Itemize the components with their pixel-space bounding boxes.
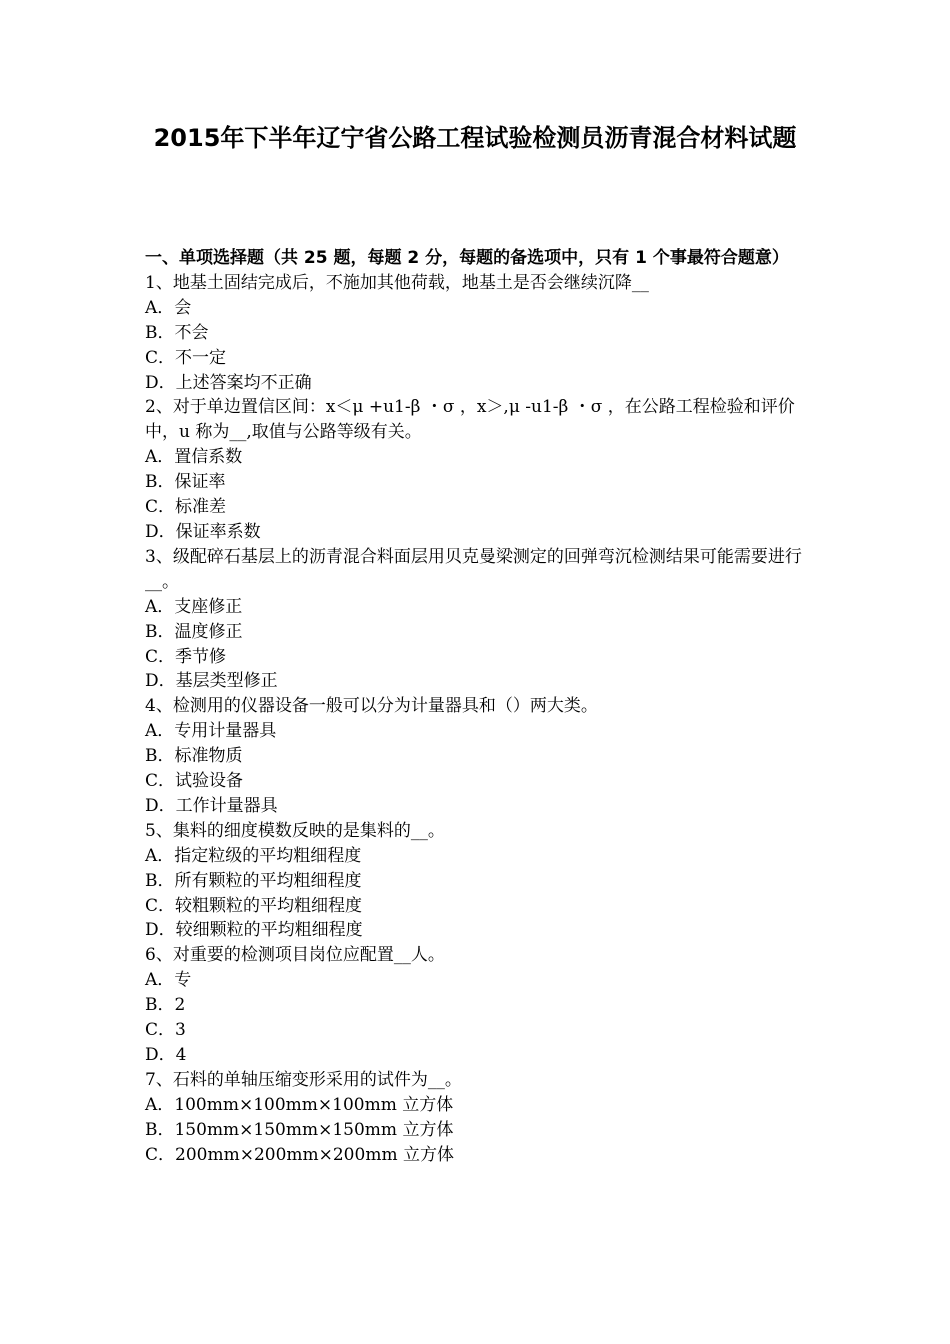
answer-option: A．指定粒级的平均粗细程度 [145,845,362,866]
question-item [145,694,809,819]
question-stem: 4、检测用的仪器设备一般可以分为计量器具和（）两大类。 [145,696,598,717]
answer-option: C．200mm×200mm×200mm 立方体 [145,1144,454,1165]
answer-option: C．季节修 [145,646,227,667]
question-item [145,1068,809,1168]
answer-option: C．不一定 [145,347,227,368]
answer-option: C．标准差 [145,497,227,518]
question-stem: 2、对于单边置信区间：x＜μ +u1-β ・σ ，x＞,μ -u1-β ・σ ，在公路工程检验和评价中，u 称为__,取值与公路等级有关。 [145,397,795,443]
document-title: 2015年下半年辽宁省公路工程试验检测员沥青混合材料试题 [153,124,797,152]
answer-option: A．100mm×100mm×100mm 立方体 [145,1094,454,1115]
answer-option: A．专用计量器具 [145,721,277,742]
answer-option: B．不会 [145,322,209,343]
question-item [145,943,809,1068]
answer-option: B．温度修正 [145,621,243,642]
question-item [145,545,809,694]
question-stem: 7、石料的单轴压缩变形采用的试件为__。 [145,1069,462,1090]
answer-option: A．支座修正 [145,596,243,617]
answer-option: B．150mm×150mm×150mm 立方体 [145,1119,454,1140]
question-stem: 3、级配碎石基层上的沥青混合料面层用贝克曼梁测定的回弹弯沉检测结果可能需要进行__。 [145,546,802,592]
answer-option: B．标准物质 [145,746,243,767]
question-stem: 5、集料的细度模数反映的是集料的__。 [145,820,445,841]
question-item [145,271,809,396]
answer-option: C．试验设备 [145,771,244,792]
answer-option: C．3 [145,1020,186,1041]
answer-option: A．置信系数 [145,447,243,468]
answer-option: D．上述答案均不正确 [145,372,312,393]
answer-option: B．保证率 [145,472,226,493]
question-list [145,271,809,1168]
question-item [145,819,809,944]
answer-option: D．较细颗粒的平均粗细程度 [145,920,363,941]
answer-option: A．会 [145,297,192,318]
section-heading: 一、单项选择题（共 25 题，每题 2 分，每题的备选项中，只有 1 个事最符合题意） [145,248,789,268]
question-stem: 1、地基土固结完成后，不施加其他荷载，地基土是否会继续沉降__ [145,272,649,293]
answer-option: B．2 [145,995,186,1016]
answer-option: D．工作计量器具 [145,795,278,816]
answer-option: C．较粗颗粒的平均粗细程度 [145,895,363,916]
answer-option: B．所有颗粒的平均粗细程度 [145,870,362,891]
answer-option: D．基层类型修正 [145,671,278,692]
question-stem: 6、对重要的检测项目岗位应配置__人。 [145,945,445,966]
question-item [145,395,809,544]
document-body [145,246,809,1168]
answer-option: D．4 [145,1045,187,1065]
answer-option: D．保证率系数 [145,521,261,542]
answer-option: A．专 [145,970,192,991]
